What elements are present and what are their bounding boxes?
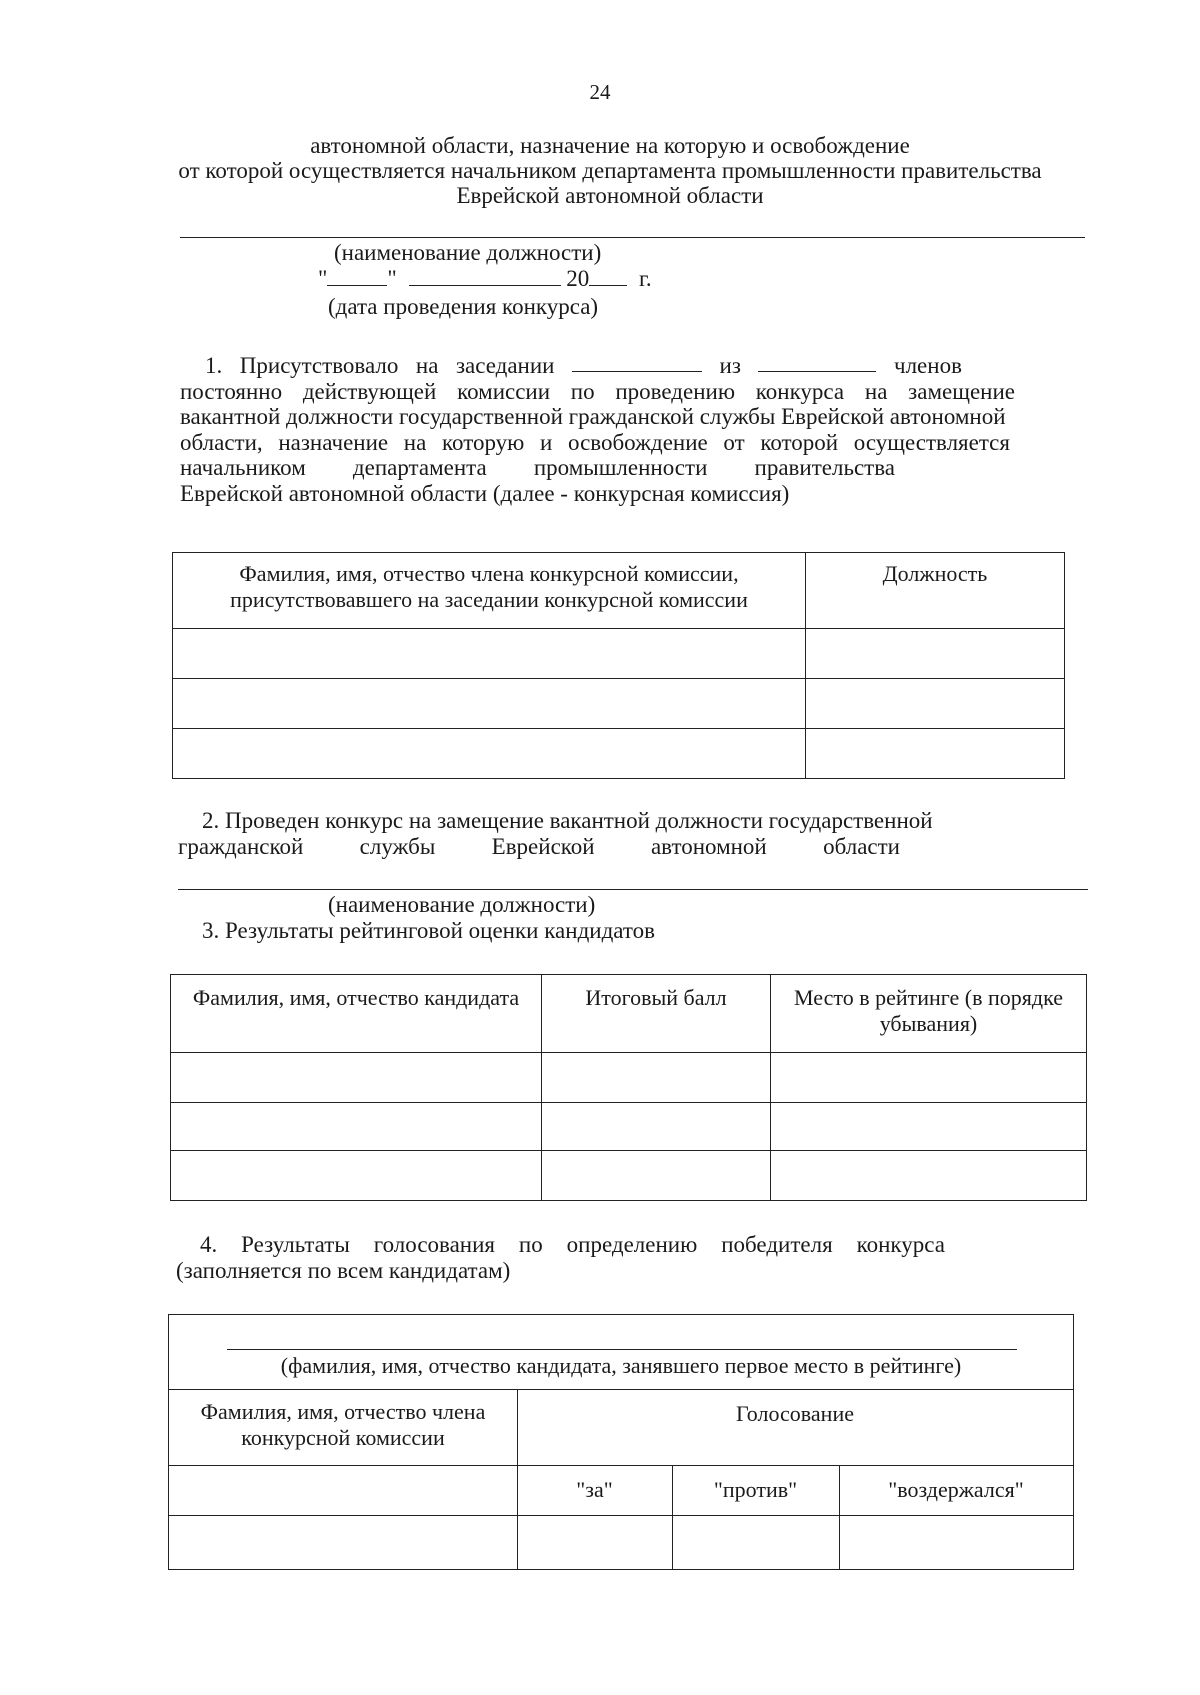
- contest-date: [318, 266, 652, 292]
- position-caption: (наименование должности): [334, 240, 602, 265]
- row-divider: [169, 1389, 1073, 1390]
- table-header-member-name: Фамилия, имя, отчество члена конкурсной комиссии, присутствовавшего на заседании конкурсной комиссии: [173, 553, 806, 629]
- section-2-word: гражданской: [178, 834, 304, 859]
- table-cell[interactable]: [771, 1103, 1087, 1151]
- section-2-word: автономной: [650, 834, 767, 859]
- section-1-word: области,: [180, 429, 263, 455]
- section-1-word: действующей: [302, 378, 437, 404]
- voting-table: [168, 1314, 1074, 1570]
- section-1-line: [205, 353, 962, 379]
- date-quote-open: ": [318, 266, 328, 291]
- header-line-3: Еврейской автономной области: [456, 183, 764, 208]
- section-4-word: определению: [566, 1232, 698, 1257]
- section-4-line-1: [200, 1232, 945, 1258]
- section-1-line: [180, 455, 895, 481]
- table-header-total-score: Итоговый балл: [542, 975, 771, 1053]
- date-day-blank[interactable]: [327, 267, 387, 286]
- members-present-table: [172, 552, 1065, 779]
- section-1-text: [180, 353, 1060, 506]
- section-1-word: из: [719, 353, 741, 378]
- date-caption: (дата проведения конкурса): [328, 294, 599, 319]
- total-members-blank[interactable]: [758, 353, 876, 372]
- section-3-title: 3. Результаты рейтинговой оценки кандидатов: [202, 918, 656, 943]
- section-1-word: департамента: [352, 455, 487, 480]
- section-2-word: службы: [359, 834, 436, 859]
- section-2-line-2: [178, 834, 900, 860]
- section-1-word: по: [570, 378, 595, 404]
- section-1-word: комиссии: [457, 378, 551, 404]
- section-4-word: конкурса: [856, 1232, 945, 1257]
- section-1-line: [180, 430, 1010, 456]
- member-name-header: Фамилия, имя, отчество члена конкурсной комиссии: [200, 1399, 486, 1450]
- table-cell[interactable]: [171, 1053, 542, 1103]
- section-1-word: на: [864, 378, 888, 404]
- section-4-word: победителя: [721, 1232, 833, 1257]
- section-4-word: Результаты: [241, 1232, 350, 1257]
- table-cell[interactable]: [771, 1053, 1087, 1103]
- section-1-word: Присутствовало: [239, 353, 399, 378]
- section-2-position-line: [178, 889, 1088, 890]
- table-cell[interactable]: [173, 679, 806, 729]
- vote-abstain-header: "воздержался": [888, 1477, 1024, 1502]
- table-header-candidate-name: Фамилия, имя, отчество кандидата: [171, 975, 542, 1053]
- section-1-line: Еврейской автономной области (далее - конкурсная комиссия): [180, 480, 790, 506]
- section-1-word: заседании: [455, 353, 555, 378]
- section-1-word: на: [403, 429, 427, 455]
- section-2-position-caption: (наименование должности): [328, 892, 596, 917]
- section-1-word: конкурса: [755, 378, 845, 404]
- table-cell[interactable]: [806, 629, 1065, 679]
- table-cell[interactable]: [806, 729, 1065, 779]
- table-cell[interactable]: [542, 1151, 771, 1201]
- section-1-word: промышленности: [533, 455, 708, 480]
- section-1-word: от: [723, 429, 745, 455]
- table-cell[interactable]: [171, 1103, 542, 1151]
- candidate-name-blank[interactable]: [227, 1349, 1017, 1350]
- section-1-word: членов: [894, 353, 962, 378]
- section-1-word: проведению: [615, 378, 736, 404]
- vote-abstain-cell[interactable]: [839, 1515, 1073, 1569]
- section-2-line-1: 2. Проведен конкурс на замещение вакантной должности государственной: [202, 808, 933, 833]
- section-1-word: осуществляется: [853, 429, 1010, 455]
- table-header-position: Должность: [806, 553, 1065, 629]
- section-1-word: которой: [760, 429, 839, 455]
- section-1-word: освобождение: [568, 429, 708, 455]
- section-4-word: голосования: [373, 1232, 495, 1257]
- section-1-word: правительства: [754, 455, 895, 480]
- section-1-word: на: [415, 353, 439, 378]
- section-4-line-2: (заполняется по всем кандидатам): [176, 1258, 511, 1283]
- candidate-caption: (фамилия, имя, отчество кандидата, занявшего первое место в рейтинге): [280, 1353, 962, 1378]
- vote-against-cell[interactable]: [672, 1515, 839, 1569]
- table-cell[interactable]: [542, 1053, 771, 1103]
- table-header-rating-place: Место в рейтинге (в порядке убывания): [771, 975, 1087, 1053]
- date-year-suffix: г.: [639, 266, 652, 291]
- vote-for-header: "за": [576, 1477, 613, 1502]
- header-line-2: от которой осуществляется начальником департамента промышленности правительства: [178, 158, 1042, 183]
- table-cell[interactable]: [173, 729, 806, 779]
- section-2-word: области: [823, 834, 900, 859]
- present-count-blank[interactable]: [572, 353, 702, 372]
- table-cell[interactable]: [542, 1103, 771, 1151]
- date-year-blank[interactable]: [589, 267, 627, 286]
- section-1-line: вакантной должности государственной гражданской службы Еврейской автономной: [180, 404, 1006, 429]
- section-1-word: которую: [442, 429, 525, 455]
- table-cell[interactable]: [771, 1151, 1087, 1201]
- section-1-word: замещение: [908, 378, 1015, 404]
- section-1-word: постоянно: [180, 378, 283, 404]
- row-divider: [169, 1465, 1073, 1466]
- section-1-line: [180, 379, 1015, 405]
- section-1-word: назначение: [278, 429, 389, 455]
- section-1-word: 1.: [205, 353, 223, 378]
- page-number: 24: [589, 80, 611, 104]
- section-4-word: по: [518, 1232, 543, 1257]
- section-4-word: 4.: [200, 1232, 218, 1257]
- document-header: [0, 133, 1200, 208]
- section-1-word: и: [540, 429, 553, 455]
- position-signature-line: [180, 237, 1085, 238]
- date-month-blank[interactable]: [409, 267, 561, 286]
- date-quote-close: ": [387, 266, 397, 291]
- header-line-1: автономной области, назначение на которую и освобождение: [310, 133, 910, 158]
- date-year-prefix: 20: [566, 266, 590, 291]
- section-1-word: начальником: [180, 455, 306, 480]
- rating-table: [170, 974, 1087, 1201]
- section-2-word: Еврейской: [491, 834, 595, 859]
- member-name-cell[interactable]: [169, 1515, 517, 1569]
- table-cell[interactable]: [173, 629, 806, 679]
- vote-header: Голосование: [736, 1401, 854, 1426]
- vote-against-header: "против": [713, 1477, 798, 1502]
- table-cell[interactable]: [806, 679, 1065, 729]
- vote-for-cell[interactable]: [517, 1515, 672, 1569]
- table-cell[interactable]: [171, 1151, 542, 1201]
